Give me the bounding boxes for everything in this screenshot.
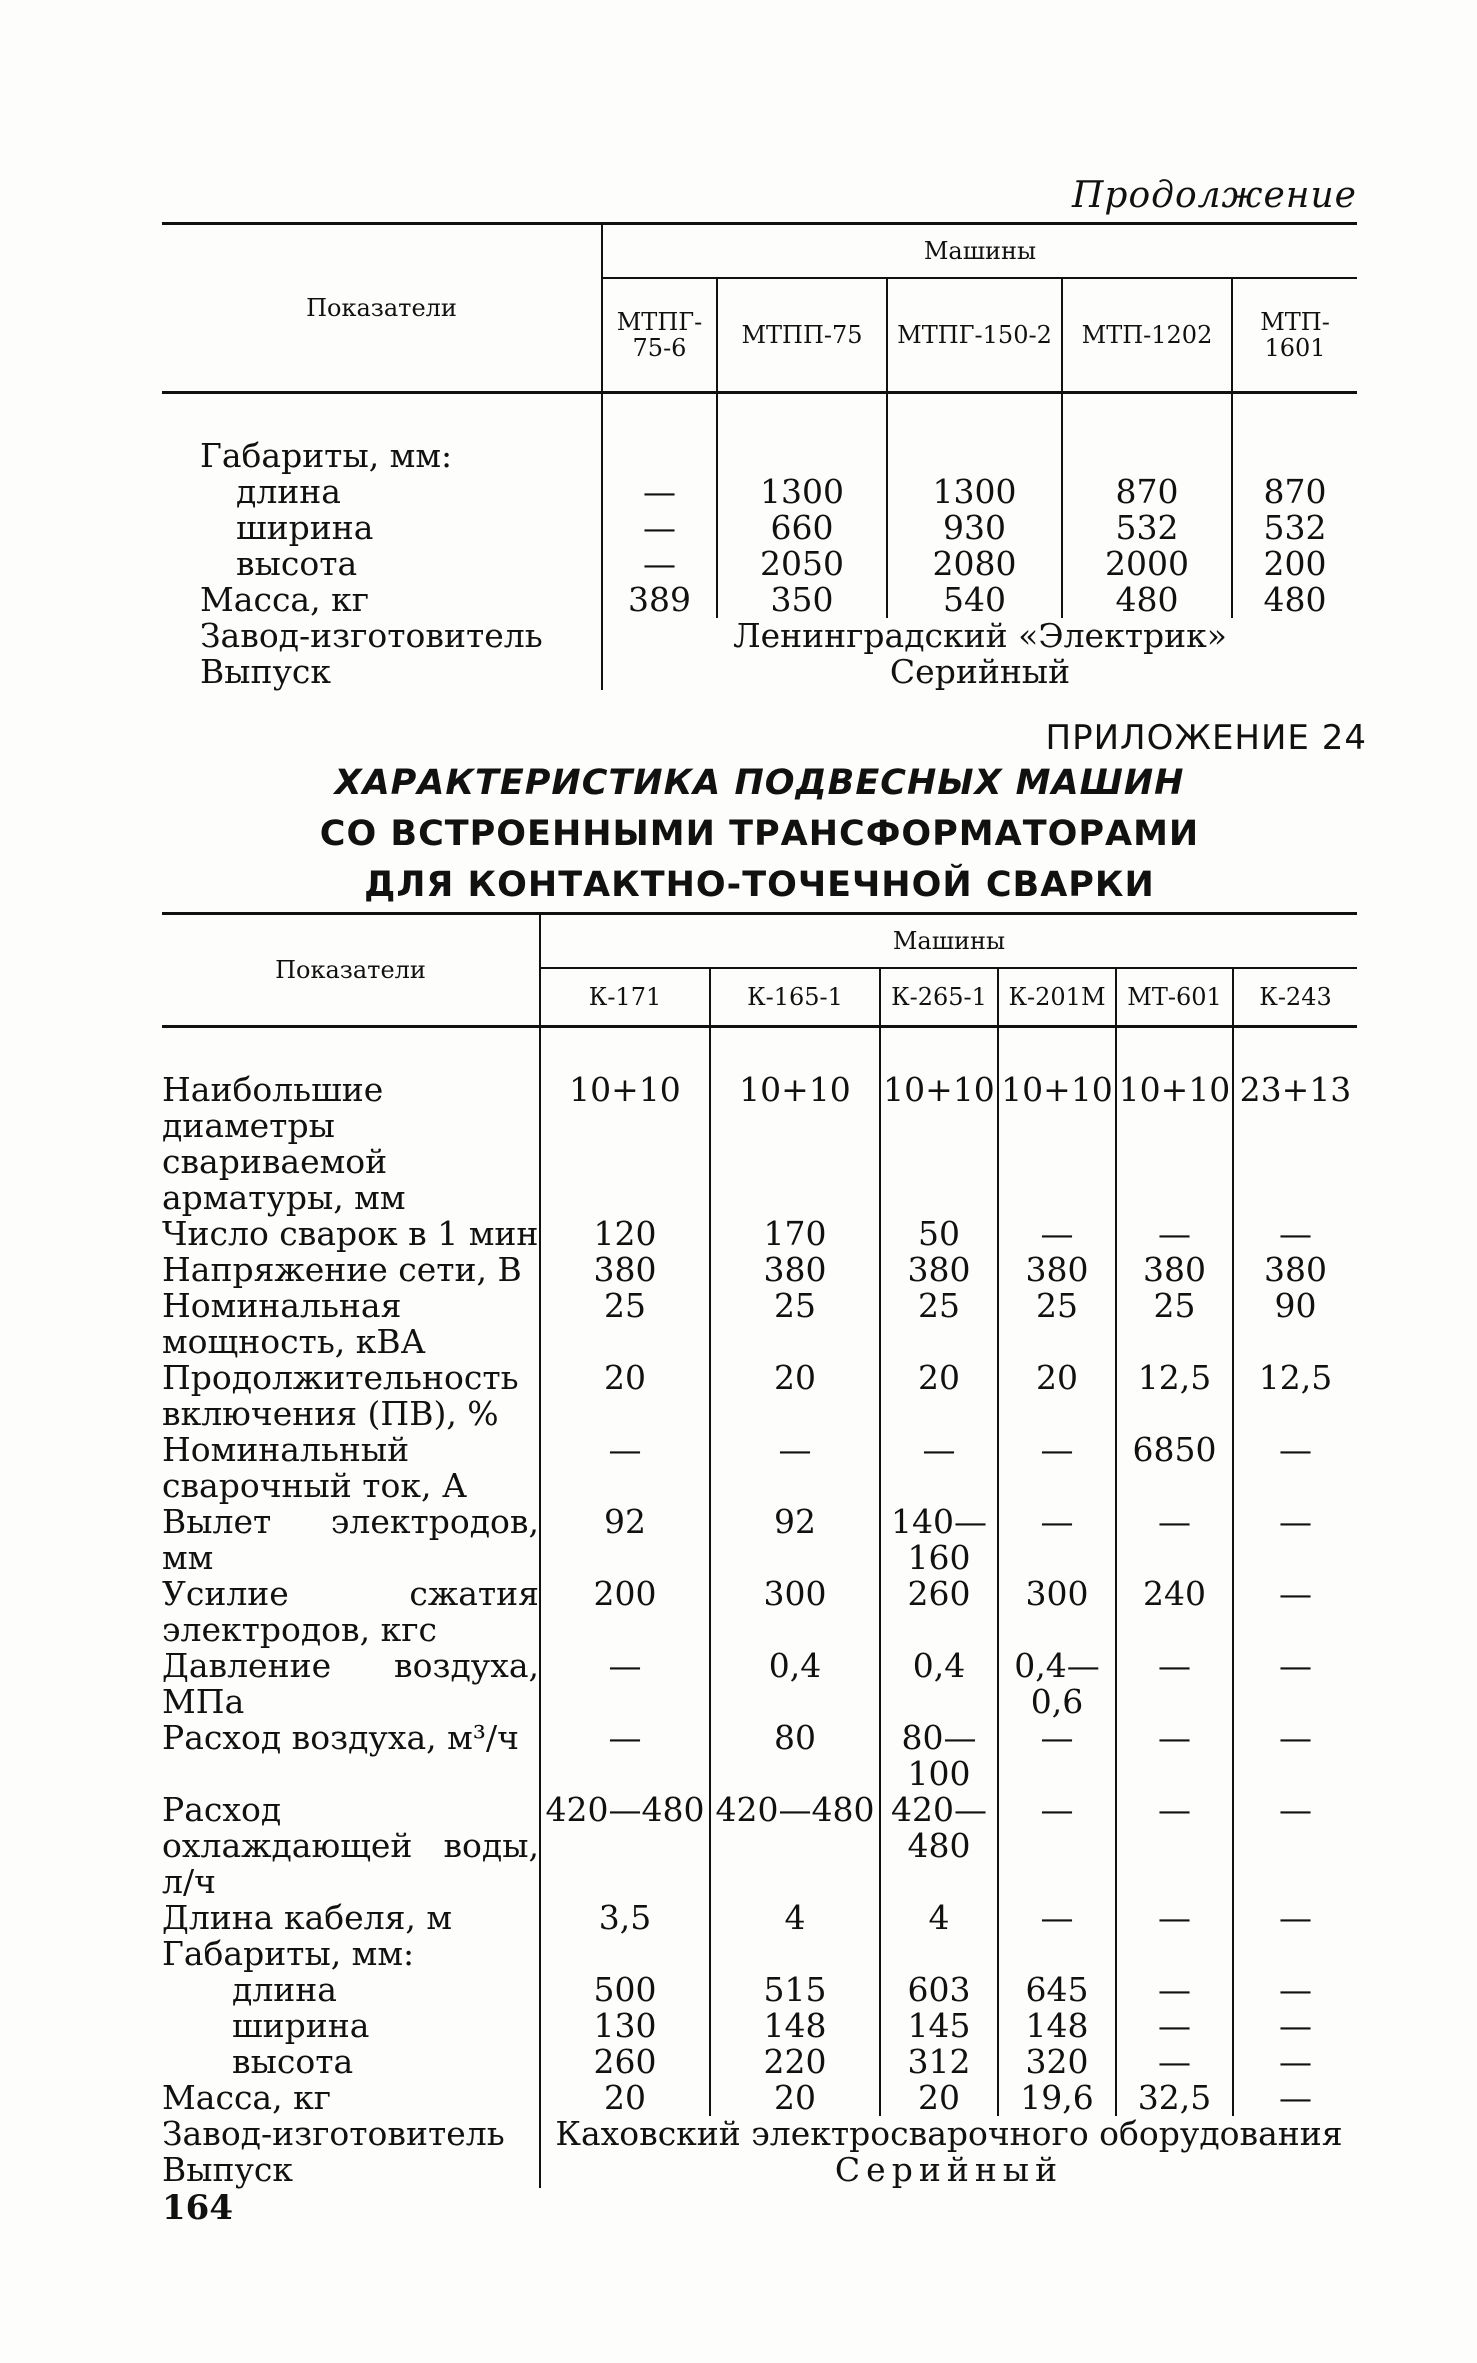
table-cell: 80—100: [880, 1720, 998, 1792]
table1-header-group: Машины: [602, 224, 1357, 279]
table-row: [162, 1720, 1357, 1792]
table-cell: 0,4: [880, 1648, 998, 1720]
row-label: Длина кабеля, м: [162, 1898, 453, 1937]
table-row: [162, 1360, 1357, 1432]
table-cell: —: [1233, 1900, 1357, 1936]
table-cell: 90: [1233, 1288, 1357, 1360]
table-cell: 200: [540, 1576, 710, 1648]
table-cell: 20: [540, 2080, 710, 2116]
table-cell: 20: [998, 1360, 1116, 1432]
table-cell: 532: [1232, 510, 1357, 546]
table-cell: —: [998, 1792, 1116, 1900]
table-cell: 300: [998, 1576, 1116, 1648]
table-cell: 870: [1062, 474, 1232, 510]
title-line: СО ВСТРОЕННЫМИ ТРАНСФОРМАТОРАМИ: [319, 814, 1200, 854]
table-cell: 380: [998, 1252, 1116, 1288]
table-cell: 25: [540, 1288, 710, 1360]
title-line: ХАРАКТЕРИСТИКА ПОДВЕСНЫХ МАШИН: [334, 763, 1185, 803]
table2-model: К-201М: [998, 968, 1116, 1027]
table1-header-label: Показатели: [162, 224, 602, 393]
row-label: Выпуск: [200, 652, 332, 691]
table-cell: 170: [710, 1216, 880, 1252]
table-cell: —: [1233, 1432, 1357, 1504]
table-row: [162, 438, 1357, 474]
row-label: Давление воздуха, МПа: [162, 1646, 539, 1721]
table-cell: 480: [1232, 582, 1357, 618]
factory-value: Каховский электросварочного оборудования: [540, 2116, 1357, 2152]
table-cell: 92: [540, 1504, 710, 1576]
table-cell: 50: [880, 1216, 998, 1252]
table-cell: —: [1233, 2044, 1357, 2080]
table-cell: 200: [1232, 546, 1357, 582]
table-row: [162, 546, 1357, 582]
release-value: Серийный: [540, 2152, 1357, 2188]
table-cell: 25: [1116, 1288, 1233, 1360]
table-cell: —: [1116, 1900, 1233, 1936]
table-cell: 220: [710, 2044, 880, 2080]
row-label: Завод-изготовитель: [200, 616, 543, 655]
row-label: Усилие сжатия электродов, кгс: [162, 1574, 539, 1649]
table-cell: 120: [540, 1216, 710, 1252]
release-value: Серийный: [602, 654, 1357, 690]
row-label: Расход воздуха, м³/ч: [162, 1718, 519, 1757]
table-cell: 25: [880, 1288, 998, 1360]
table-row: [162, 1792, 1357, 1900]
table2-model: МТ-601: [1116, 968, 1233, 1027]
table-cell: 148: [710, 2008, 880, 2044]
table-cell: 4: [710, 1900, 880, 1936]
table-row: [162, 582, 1357, 618]
table-cell: —: [1116, 1216, 1233, 1252]
table-cell: 603: [880, 1972, 998, 2008]
table-cell: 10+10: [1116, 1072, 1233, 1216]
table-row: [162, 1288, 1357, 1360]
table-cell: 500: [540, 1972, 710, 2008]
row-label: ширина: [236, 508, 374, 547]
table1-model: МТПГ- 75-6: [602, 278, 717, 393]
table-cell: 1300: [887, 474, 1062, 510]
table-cell: 389: [602, 582, 717, 618]
table-cell: 240: [1116, 1576, 1233, 1648]
table-cell: 145: [880, 2008, 998, 2044]
table-cell: 20: [710, 2080, 880, 2116]
table-cell: 10+10: [998, 1072, 1116, 1216]
table-row: [162, 2152, 1357, 2188]
table-cell: 20: [540, 1360, 710, 1432]
page-title: [162, 758, 1357, 911]
table-row: [162, 2044, 1357, 2080]
table-cell: 12,5: [1233, 1360, 1357, 1432]
table-cell: —: [1116, 2044, 1233, 2080]
table-cell: —: [1233, 1720, 1357, 1792]
table-cell: 140—160: [880, 1504, 998, 1576]
table-row: [162, 618, 1357, 654]
table-cell: 300: [710, 1576, 880, 1648]
row-label: Напряжение сети, В: [162, 1250, 522, 1289]
table-cell: 2000: [1062, 546, 1232, 582]
row-label: Вылет электродов, мм: [162, 1502, 539, 1577]
row-label: Число сварок в 1 мин: [162, 1214, 539, 1253]
table-cell: 20: [710, 1360, 880, 1432]
table-row: [162, 2116, 1357, 2152]
table-cell: —: [602, 546, 717, 582]
table-cell: —: [1233, 2008, 1357, 2044]
row-label: Масса, кг: [200, 580, 369, 619]
row-label: Габариты, мм:: [162, 1934, 415, 1973]
table1-model: МТП-1202: [1062, 278, 1232, 393]
table-cell: —: [1116, 1792, 1233, 1900]
table-cell: 19,6: [998, 2080, 1116, 2116]
table-cell: —: [880, 1432, 998, 1504]
table-cell: 515: [710, 1972, 880, 2008]
table-cell: —: [998, 1504, 1116, 1576]
table-cell: 660: [717, 510, 887, 546]
table-cell: 25: [998, 1288, 1116, 1360]
table-cell: 480: [1062, 582, 1232, 618]
table-cell: 2050: [717, 546, 887, 582]
table-row: [162, 1504, 1357, 1576]
table-cell: 20: [880, 1360, 998, 1432]
continuation-label: Продолжение: [1072, 175, 1357, 216]
table-cell: 870: [1232, 474, 1357, 510]
table-cell: 0,4: [710, 1648, 880, 1720]
table-cell: 312: [880, 2044, 998, 2080]
table-cell: 540: [887, 582, 1062, 618]
table2-header-label: Показатели: [162, 914, 540, 1027]
table1-model: МТПП-75: [717, 278, 887, 393]
table-cell: —: [602, 510, 717, 546]
table-row: [162, 1216, 1357, 1252]
table-row: [162, 474, 1357, 510]
table-cell: 92: [710, 1504, 880, 1576]
table-cell: 260: [540, 2044, 710, 2080]
table-cell: —: [1233, 1972, 1357, 2008]
table-cell: 10+10: [710, 1072, 880, 1216]
table-cell: 0,4—0,6: [998, 1648, 1116, 1720]
table-cell: —: [1116, 1720, 1233, 1792]
table-cell: 320: [998, 2044, 1116, 2080]
table-cell: [540, 1936, 710, 1972]
row-label: Расход охлаждающей воды, л/ч: [162, 1790, 539, 1901]
table-cell: 3,5: [540, 1900, 710, 1936]
table-cell: 380: [710, 1252, 880, 1288]
row-label: длина: [232, 1970, 337, 2009]
factory-value: Ленинградский «Электрик»: [602, 618, 1357, 654]
table-cell: [1233, 1936, 1357, 1972]
row-label: высота: [236, 544, 358, 583]
table-cell: —: [998, 1720, 1116, 1792]
table-cell: 20: [880, 2080, 998, 2116]
table-cell: —: [1233, 2080, 1357, 2116]
table-row: [162, 2080, 1357, 2116]
table-cell: —: [602, 474, 717, 510]
table-cell: 1300: [717, 474, 887, 510]
table-cell: 25: [710, 1288, 880, 1360]
table-cell: —: [998, 1432, 1116, 1504]
table-cell: 10+10: [880, 1072, 998, 1216]
table2-model: К-243: [1233, 968, 1357, 1027]
table-cell: —: [1233, 1216, 1357, 1252]
table1-model: МТП- 1601: [1232, 278, 1357, 393]
table-cell: 4: [880, 1900, 998, 1936]
table-cell: 420—480: [880, 1792, 998, 1900]
table-cell: 420—480: [710, 1792, 880, 1900]
appendix-label: ПРИЛОЖЕНИЕ 24: [1045, 718, 1367, 758]
row-label: Продолжительность включения (ПВ), %: [162, 1358, 519, 1433]
table-row: [162, 2008, 1357, 2044]
table-row: [162, 1576, 1357, 1648]
row-label: длина: [236, 472, 341, 511]
table-row: [162, 1936, 1357, 1972]
table-cell: [1116, 1936, 1233, 1972]
row-label: Наибольшие диаметры свариваемой арматуры, мм: [162, 1070, 406, 1217]
table-cell: —: [1116, 1972, 1233, 2008]
table-cell: 23+13: [1233, 1072, 1357, 1216]
table-cell: 260: [880, 1576, 998, 1648]
table-cell: —: [998, 1216, 1116, 1252]
machines-table-2: [162, 912, 1357, 2188]
page-number: 164: [162, 2188, 233, 2228]
table-cell: —: [710, 1432, 880, 1504]
table-cell: [880, 1936, 998, 1972]
row-label: Выпуск: [162, 2150, 294, 2189]
table1-model: МТПГ-150-2: [887, 278, 1062, 393]
row-label: Габариты, мм:: [200, 436, 453, 475]
table-cell: 2080: [887, 546, 1062, 582]
row-label: высота: [232, 2042, 354, 2081]
table-cell: [710, 1936, 880, 1972]
row-label: Номинальный сварочный ток, А: [162, 1430, 468, 1505]
table-cell: —: [1233, 1504, 1357, 1576]
table-row: [162, 1972, 1357, 2008]
table-cell: 645: [998, 1972, 1116, 2008]
table-cell: 532: [1062, 510, 1232, 546]
table-row: [162, 1900, 1357, 1936]
table-cell: 380: [1233, 1252, 1357, 1288]
table-row: [162, 510, 1357, 546]
table-cell: 350: [717, 582, 887, 618]
table-row: [162, 654, 1357, 690]
table-cell: 380: [540, 1252, 710, 1288]
table-cell: —: [998, 1900, 1116, 1936]
table2-header-group: Машины: [540, 914, 1357, 969]
table-row: [162, 1252, 1357, 1288]
table2-model: К-265-1: [880, 968, 998, 1027]
table-cell: —: [1233, 1576, 1357, 1648]
title-line: ДЛЯ КОНТАКТНО-ТОЧЕЧНОЙ СВАРКИ: [364, 865, 1155, 905]
table-cell: 420—480: [540, 1792, 710, 1900]
table-cell: —: [540, 1648, 710, 1720]
table-cell: 6850: [1116, 1432, 1233, 1504]
table-cell: —: [1116, 1648, 1233, 1720]
table-cell: —: [1233, 1648, 1357, 1720]
table-cell: —: [1116, 1504, 1233, 1576]
table-cell: 10+10: [540, 1072, 710, 1216]
row-label: Номинальная мощность, кВА: [162, 1286, 426, 1361]
table2-model: К-165-1: [710, 968, 880, 1027]
row-label: Завод-изготовитель: [162, 2114, 505, 2153]
row-label: ширина: [232, 2006, 370, 2045]
table-cell: 380: [880, 1252, 998, 1288]
table-cell: 80: [710, 1720, 880, 1792]
table2-model: К-171: [540, 968, 710, 1027]
table-row: [162, 1432, 1357, 1504]
table-cell: 130: [540, 2008, 710, 2044]
row-label: Масса, кг: [162, 2078, 331, 2117]
table-cell: —: [540, 1432, 710, 1504]
table-cell: —: [540, 1720, 710, 1792]
table-row: [162, 1648, 1357, 1720]
machines-table-1: [162, 222, 1357, 690]
table-cell: 930: [887, 510, 1062, 546]
table-row: [162, 1072, 1357, 1216]
table-cell: 380: [1116, 1252, 1233, 1288]
table-cell: 32,5: [1116, 2080, 1233, 2116]
table-cell: [998, 1936, 1116, 1972]
table-cell: 12,5: [1116, 1360, 1233, 1432]
table-cell: —: [1233, 1792, 1357, 1900]
table-cell: —: [1116, 2008, 1233, 2044]
table-cell: 148: [998, 2008, 1116, 2044]
